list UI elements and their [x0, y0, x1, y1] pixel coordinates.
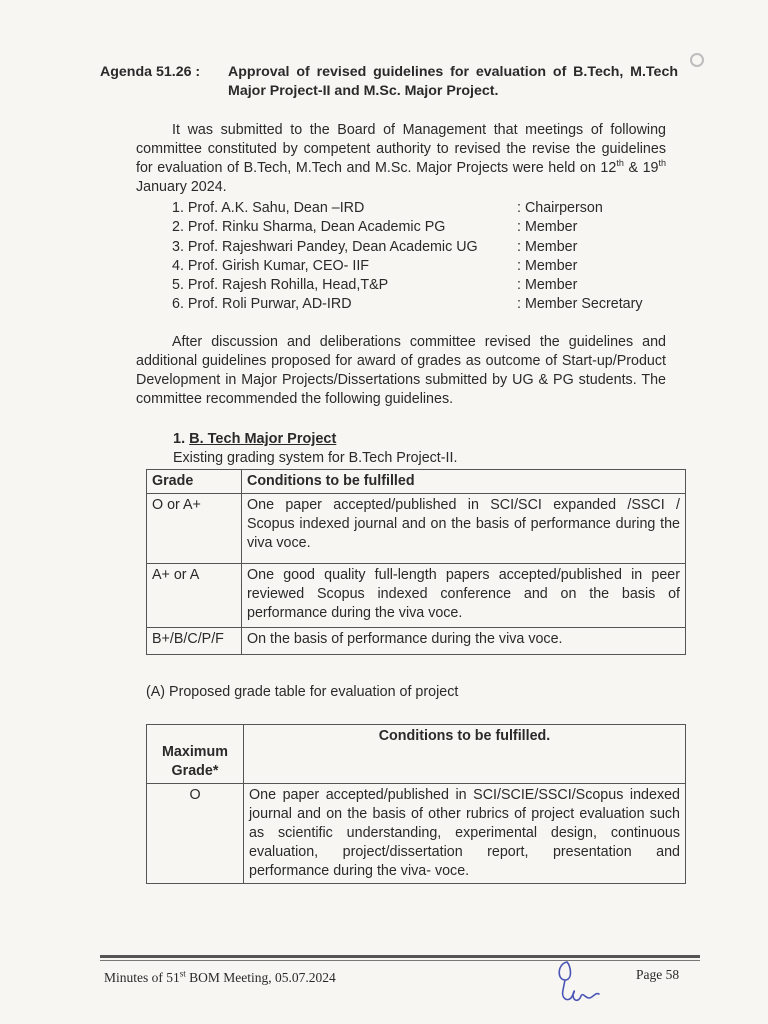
section-title: B. Tech Major Project [189, 431, 337, 447]
table-row [147, 564, 686, 628]
member-role: : Member [517, 277, 578, 294]
table-header-row [147, 470, 686, 494]
intro-paragraph [136, 121, 666, 197]
agenda-title: Approval of revised guidelines for evaluation of B.Tech, M.Tech Major Project-II and M.Sc. Major Project. [228, 64, 678, 99]
intro-text-c: January 2024. [136, 179, 227, 195]
member-role: : Member [517, 257, 578, 274]
member-name: 2. Prof. Rinku Sharma, Dean Academic PG [172, 219, 446, 236]
table-header-row [147, 725, 686, 784]
table-row [147, 784, 686, 884]
intro-sup-a: th [616, 158, 624, 169]
footer-text-a: Minutes of 51 [104, 970, 180, 985]
table-row [147, 628, 686, 655]
grade-cell: O or A+ [147, 494, 242, 564]
existing-caption: Existing grading system for B.Tech Project-II. [173, 450, 458, 466]
existing-grade-table [146, 469, 686, 655]
condition-cell: One paper accepted/published in SCI/SCIE/SSCI/Scopus indexed journal and on the basis of other rubrics of project evaluation such as scientific understanding, experimental design, continuous evaluation, project/dissertation report, presentation and performance during the viva- voce. [244, 784, 686, 884]
member-name: 3. Prof. Rajeshwari Pandey, Dean Academic UG [172, 238, 478, 255]
member-role: : Member [517, 238, 578, 255]
discussion-paragraph [136, 333, 666, 409]
conditions-header: Conditions to be fulfilled [242, 470, 686, 494]
footer-sup: st [179, 968, 186, 979]
page-number: Page 58 [636, 967, 680, 982]
condition-cell: One good quality full-length papers accepted/published in peer reviewed Scopus indexed conference and on the basis of performance during the viva voce. [242, 564, 686, 628]
agenda-label: Agenda 51.26 : [100, 64, 201, 80]
member-role: : Member Secretary [517, 296, 643, 313]
member-role: : Member [517, 219, 578, 236]
grade-cell: B+/B/C/P/F [147, 628, 242, 655]
intro-sup-b: th [658, 158, 666, 169]
intro-text-b: & 19 [623, 160, 659, 176]
proposed-caption: (A) Proposed grade table for evaluation of project [146, 684, 459, 700]
footer-meeting-ref [104, 970, 336, 986]
grade-cell: O [147, 784, 244, 884]
member-name: 5. Prof. Rajesh Rohilla, Head,T&P [172, 277, 389, 294]
table-row [147, 494, 686, 564]
section-heading [173, 431, 336, 447]
section-number: 1. [173, 431, 186, 447]
footer-rule-thin [100, 960, 700, 961]
discussion-text: After discussion and deliberations committee revised the guidelines and additional guidelines proposed for award of grades as outcome of Start-up/Product Development in Major Projects/Dissertations submitted by UG & PG students. The committee recommended the following guidelines. [136, 334, 666, 407]
signature-icon [553, 958, 603, 1010]
member-name: 4. Prof. Girish Kumar, CEO- IIF [172, 257, 370, 274]
grade-cell: A+ or A [147, 564, 242, 628]
grade-header: Grade [147, 470, 242, 494]
proposed-grade-table [146, 724, 686, 884]
conditions-header: Conditions to be fulfilled. [244, 725, 686, 784]
footer-rule [100, 955, 700, 958]
condition-cell: One paper accepted/published in SCI/SCI expanded /SSCI / Scopus indexed journal and on the basis of performance during the viva voce. [242, 494, 686, 564]
footer-text-b: BOM Meeting, 05.07.2024 [185, 970, 336, 985]
intro-text-a: It was submitted to the Board of Management that meetings of following committee constituted by competent authority to revised the revise the guidelines for evaluation of B.Tech, M.Tech and M.Sc. Major Projects were held on 12 [136, 122, 666, 176]
condition-cell: On the basis of performance during the viva voce. [242, 628, 686, 655]
max-grade-header: Maximum Grade* [147, 725, 244, 784]
member-name: 6. Prof. Roli Purwar, AD-IRD [172, 296, 352, 313]
punch-hole-mark [690, 53, 704, 67]
member-role: : Chairperson [517, 200, 603, 216]
member-name: 1. Prof. A.K. Sahu, Dean –IRD [172, 200, 365, 216]
